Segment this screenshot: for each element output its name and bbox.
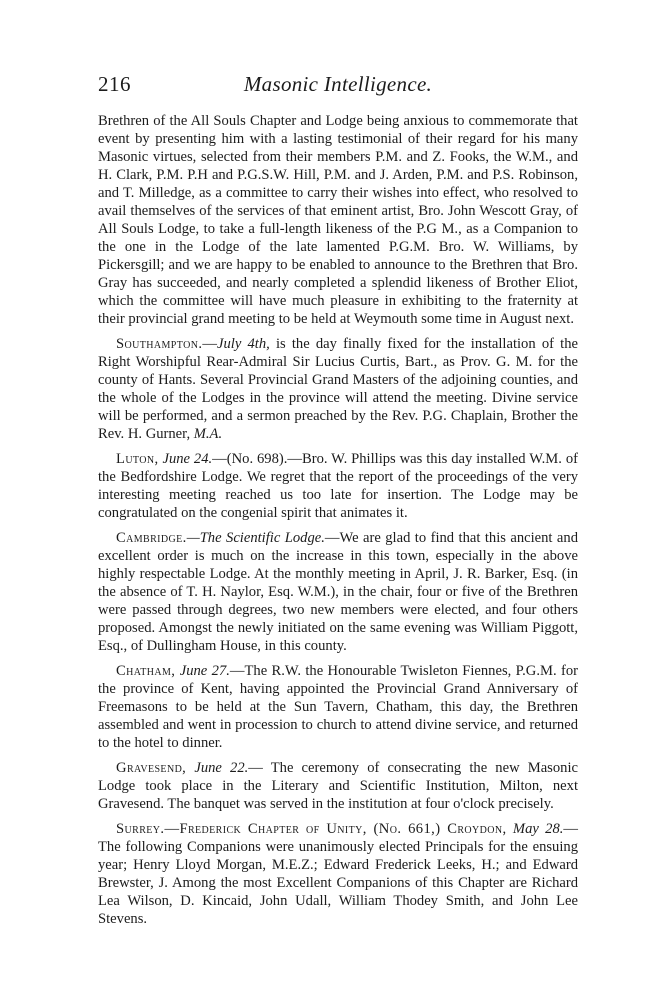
date: July 4th, (216, 336, 270, 352)
paragraph-text: —(No. 698).—Bro. W. Phillips was this day installed W.M. of the Bedfordshire Lodge. We regret that the report of the proceedings of the very interesting meeting reached us too late for insertion. The Lodge may be congratulated on the congenial spirit that animates it. (98, 451, 578, 521)
paragraph-southampton: Southampton.—July 4th, is the day finally fixed for the installation of the Right Worshipful Rear-Admiral Sir Lucius Curtis, Bart., as Prov. G. M. for the county of Hants. Several Provincial Grand Masters of the adjoining counties, and the whole of the Lodges in the province will attend the meeting. Divine service will be performed, and a sermon preached by the Rev. P.G. Chaplain, Brother the Rev. H. Gurner, M.A. (98, 336, 578, 442)
place-name: Surrey.—Frederick Chapter of Unity, (No. 661,) Croydon, (116, 821, 507, 837)
paragraph-gravesend (98, 759, 578, 813)
date: May 28. (512, 821, 564, 837)
page-header (98, 72, 578, 102)
paragraph-text: — The ceremony of consecrating the new Masonic Lodge took place in the Literary and Scientific Institution, Milton, next Gravesend. The banquet was served in the institution at four o'clock precisely. (98, 760, 578, 812)
place-name: Southampton. (116, 336, 203, 352)
lodge-name: —The Scientific Lodge. (186, 530, 325, 546)
paragraph-cambridge (98, 529, 578, 655)
paragraph-text: Brethren of the All Souls Chapter and Lodge being anxious to commemorate that event by presenting him with a lasting testimonial of their regard for his many Masonic virtues, selected from their members P.M. and Z. Fooks, the W.M., and H. Clark, P.M. P.H and P.G.S.W. Hill, P.M. and J. Arden, P.M. and P.S. Robinson, and T. Milledge, as a committee to carry their wishes into effect, who resolved to avail themselves of the services of that eminent artist, Bro. John Wescott Gray, of All Souls Lodge, to take a full-length likeness of the P.G M., as a Companion to the one in the Lodge of the late lamented P.G.M. Bro. W. Williams, by Pickersgill; and we are happy to be enabled to announce to the Brethren that Bro. Gray has succeeded, and nearly completed a splendid likeness of Brother Eliot, which the committee will have much pleasure in exhibiting to the fraternity at their provincial grand meeting to be held at Weymouth some time in August next. (98, 113, 578, 327)
date: June 22. (194, 760, 249, 776)
paragraph-luton (98, 450, 578, 522)
date: June 27. (179, 663, 230, 679)
paragraph-text: —The R.W. the Honourable Twisleton Fiennes, P.G.M. for the province of Kent, having appointed the Provincial Grand Anniversary of Freemasons to be held at the Sun Tavern, Chatham, this day, the Brethren assembled and went in procession to church to attend divine service, and returned to the hotel to dinner. (98, 663, 578, 751)
paragraph-text: —The following Companions were unanimously elected Principals for the ensuing year; Henry Lloyd Morgan, M.E.Z.; Edward Frederick Leeks, H.; and Edward Brewster, J. Among the most Excellent Companions of this Chapter are Richard Lea Wilson, D. Kincaid, John Udall, William Thodey Smith, and John Lee Stevens. (98, 821, 578, 927)
paragraph-tail: M.A. (193, 426, 223, 442)
place-name: Cambridge. (116, 530, 187, 546)
place-name: Luton, (116, 451, 159, 467)
place-name: Gravesend, (116, 760, 187, 776)
date: June 24. (162, 451, 213, 467)
page-number: 216 (98, 72, 131, 96)
running-title: Masonic Intelligence. (243, 72, 433, 96)
paragraph-text: —We are glad to find that this ancient and excellent order is much on the increase in this town, especially in the above highly respectable Lodge. At the monthly meeting in April, J. R. Barker, Esq. (in the absence of T. H. Naylor, Esq. W.M.), in the chair, four or five of the Brethren were passed through degrees, two new members were elected, and four others proposed. Amongst the newly initiated on the same evening was William Piggott, Esq., of Dullingham House, in this county. (98, 530, 578, 654)
paragraph-chatham (98, 662, 578, 752)
article-body (98, 112, 578, 935)
place-name: Chatham, (116, 663, 176, 679)
paragraph-surrey (98, 820, 578, 928)
paragraph-continuation (98, 112, 578, 328)
paragraph-text: is the day finally fixed for the installation of the Right Worshipful Rear-Admiral Sir Lucius Curtis, Bart., as Prov. G. M. for the county of Hants. Several Provincial Grand Masters of the adjoining counties, and the whole of the Lodges in the province will attend the meeting. Divine service will be performed, and a sermon preached by the Rev. P.G. Chaplain, Brother the Rev. H. Gurner, (98, 336, 578, 442)
